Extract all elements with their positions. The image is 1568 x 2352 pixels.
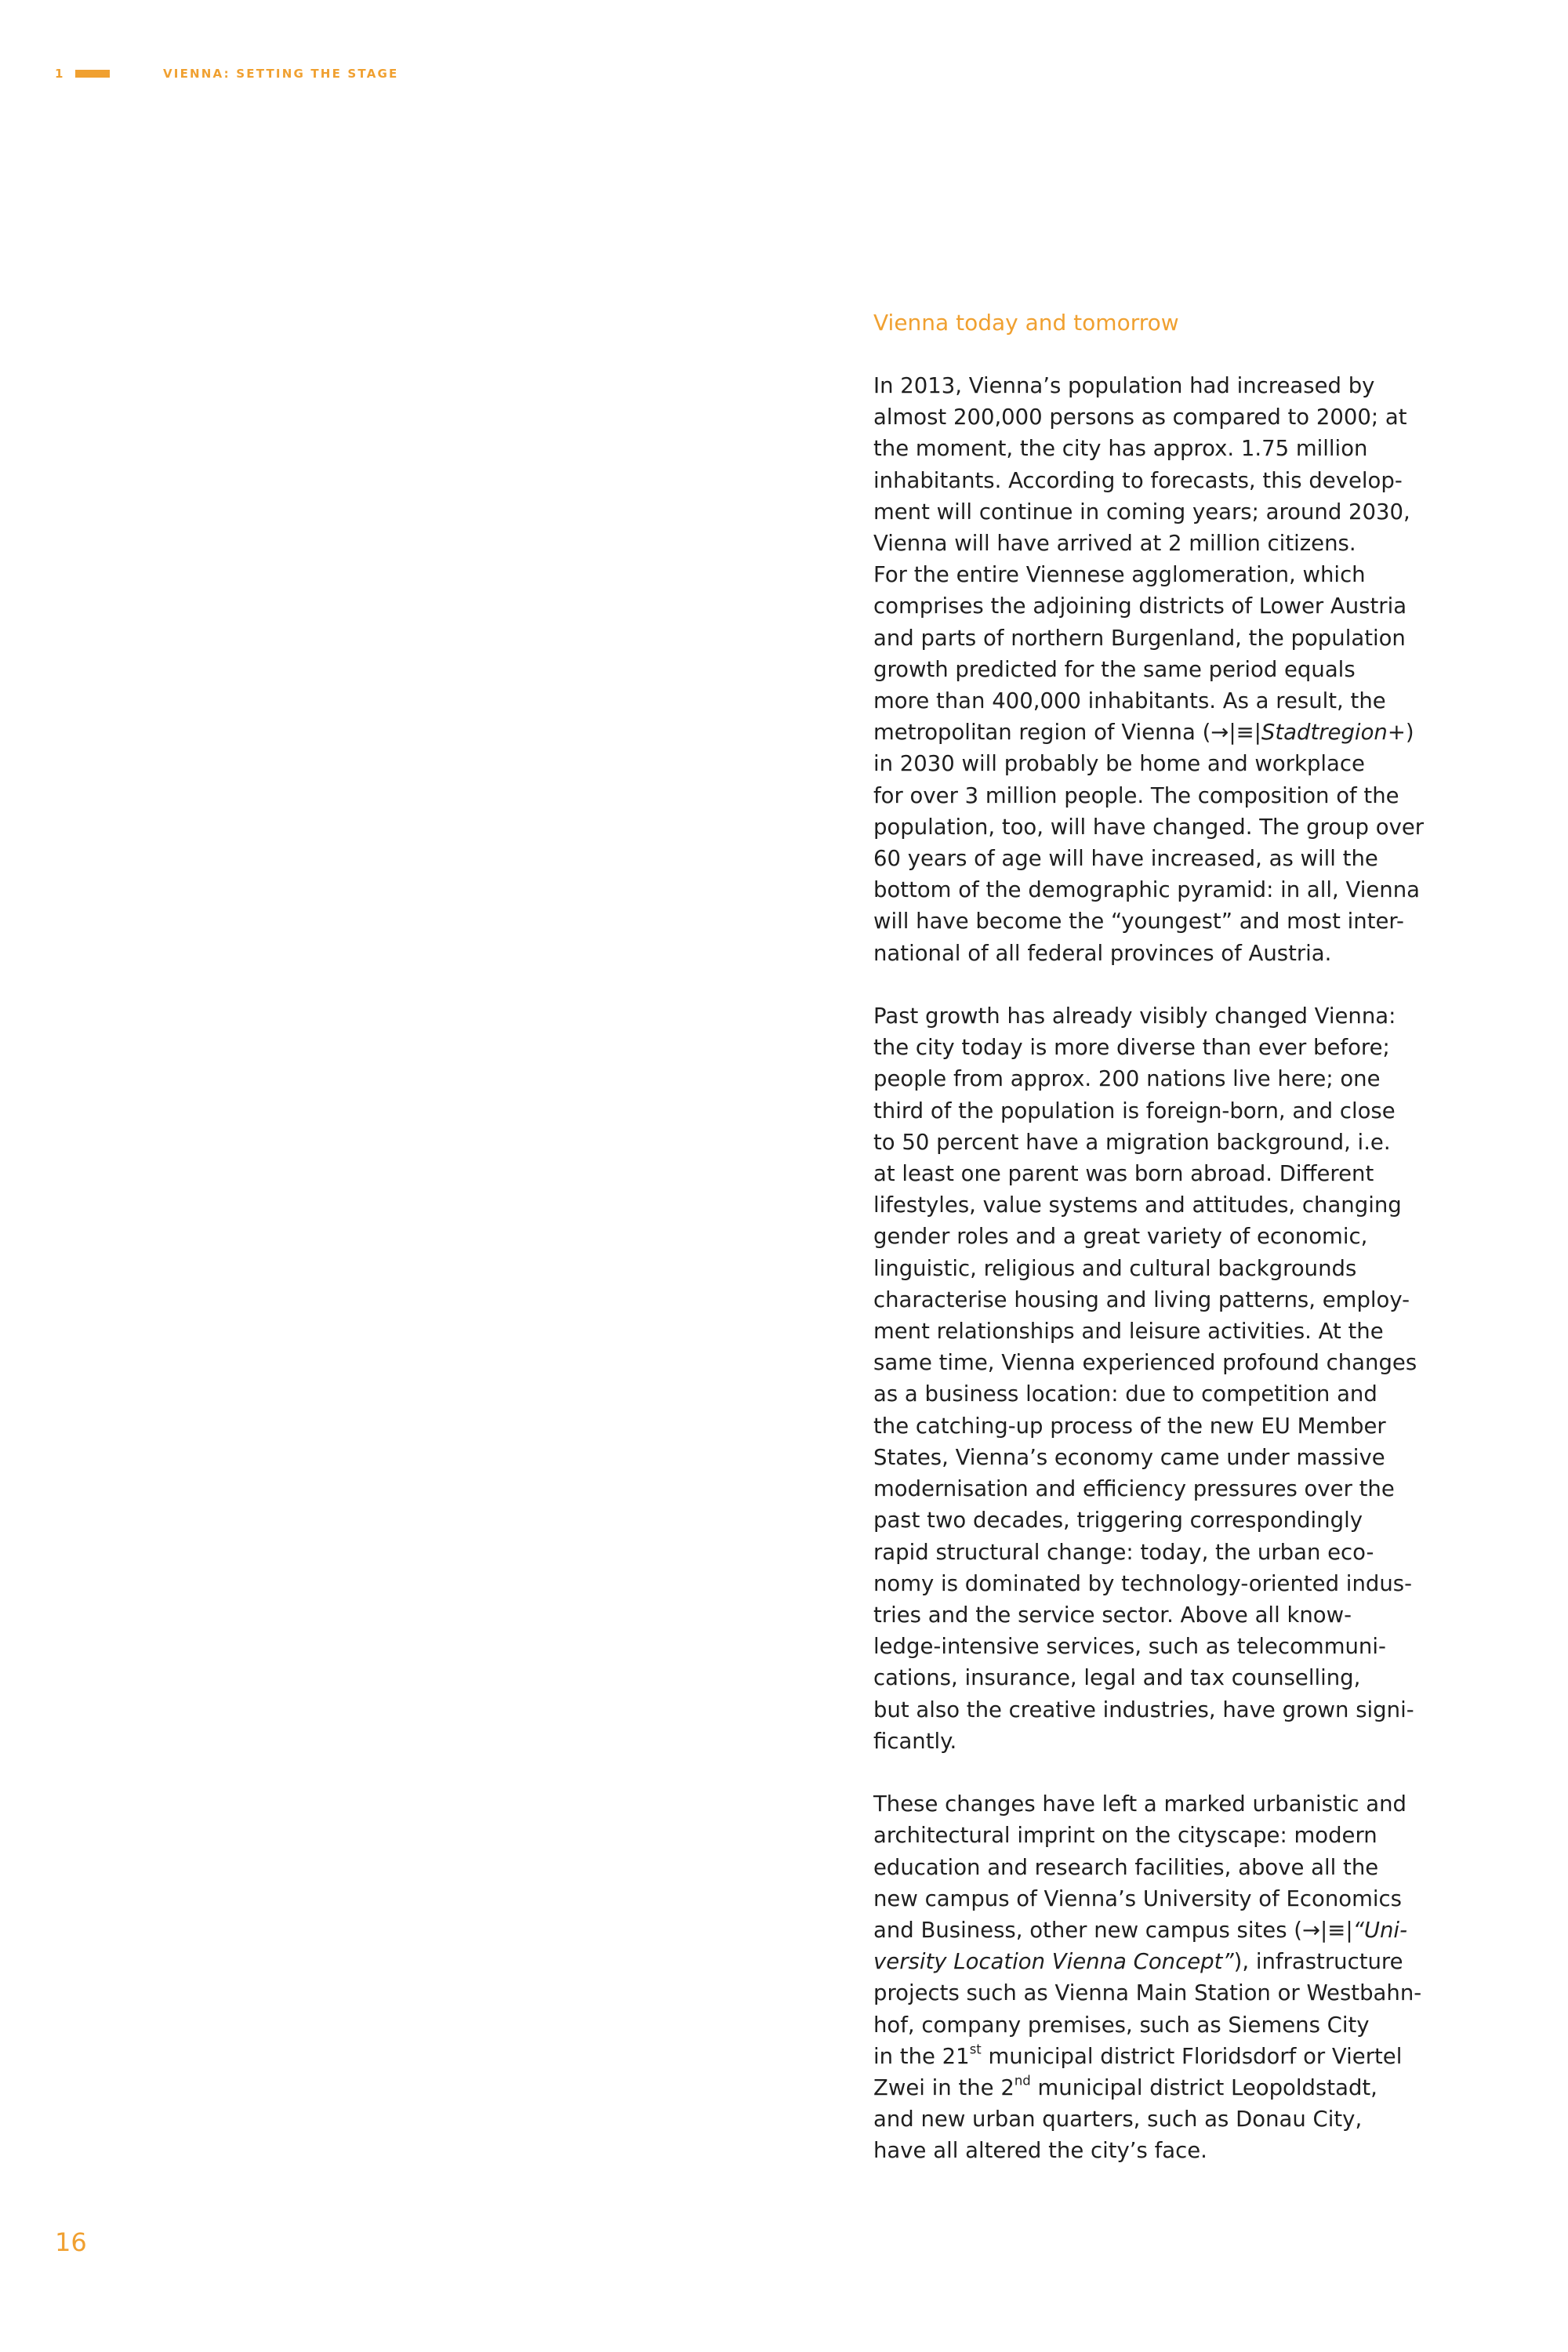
paragraph-1-text-a: In 2013, Vienna’s population had increased by almost 200,000 persons as compared to 2000; at the moment, the city has approx. 1.75 million inhabitants. According to forecasts, this develop- ment will continue in coming years; around 2030, Vienna will have arrived at 2 million citizens. For the entire Viennese agglomeration, which comprises the adjoining districts of Lower Austria and parts of northern Burgenland, the population growth predicted for the same period equals more than 400,000 inhabitants. As a result, the metropolitan region of Vienna ( — [873, 373, 1410, 746]
cross-reference-stadtregion[interactable]: Stadtregion+ — [1261, 720, 1406, 746]
paragraph-1-text-b: ) in 2030 will probably be home and workplace for over 3 million people. The composition of the population, too, will have changed. The group over 60 years of age will have increased, as will the bottom of the demographic pyramid: in all, Vienna will have become the “youngest” and most inter- national of all federal provinces of Austria. — [873, 720, 1425, 966]
paragraph-2: Past growth has already visibly changed Vienna: the city today is more diverse than ever before; people from approx. 200 nations live here; one third of the population is foreign-born, and close to 50 percent have a migration background, i.e. at least one parent was born abroad. Different lifestyles, value systems and attitudes, changing gender roles and a great variety of economic, linguistic, religious and cultural backgrounds characterise housing and living patterns, employ- ment relationships and leisure activities. At the same time, Vienna experienced profound changes as a business location: due to competition and the catching-up process of the new EU Member States, Vienna’s economy came under massive modernisation and efficiency pressures over the past two decades, triggering correspondingly rapid structural change: today, the urban eco- nomy is dominated by technology-oriented indus- tries and the service sector. Above all know- ledge-intensive services, such as telecommuni- cations, insurance, legal and tax counselling, but also the creative industries, have grown signi- ficantly. — [873, 1004, 1417, 1754]
section-heading: Vienna today and tomorrow — [873, 310, 1179, 336]
cross-reference-university-location[interactable]: “Uni- versity Location Vienna Concept” — [873, 1917, 1407, 1975]
chapter-number: 1 — [55, 67, 64, 81]
cross-reference-icon: →|≡| — [1302, 1917, 1353, 1943]
ordinal-suffix: st — [969, 2042, 982, 2057]
paragraph-3-text-d: municipal district Leopoldstadt, and new urban quarters, such as Donau City, have all altered the city’s face. — [873, 2074, 1377, 2164]
chapter-accent-bar — [75, 70, 110, 78]
paragraph-3-text-b: ), infrastructure projects such as Vienna Main Station or Westbahn- hof, company premises, such as Siemens City in the 21 — [873, 1949, 1422, 2069]
page-number: 16 — [55, 2227, 87, 2257]
article-body — [873, 307, 1438, 2198]
paragraph-3-text-a: These changes have left a marked urbanistic and architectural imprint on the cityscape: modern education and research facilities, above all the new campus of Vienna’s University of Economics and Business, other new campus sites ( — [873, 1791, 1406, 1943]
paragraph-3-text-c: municipal district Floridsdorf or Viertel Zwei in the 2 — [873, 2043, 1403, 2100]
paragraph-1 — [873, 370, 1438, 969]
chapter-marker — [55, 64, 110, 83]
paragraph-3 — [873, 1788, 1438, 2166]
cross-reference-icon: →|≡| — [1210, 720, 1261, 746]
ordinal-suffix: nd — [1014, 2073, 1031, 2089]
chapter-title: VIENNA: SETTING THE STAGE — [163, 67, 399, 81]
